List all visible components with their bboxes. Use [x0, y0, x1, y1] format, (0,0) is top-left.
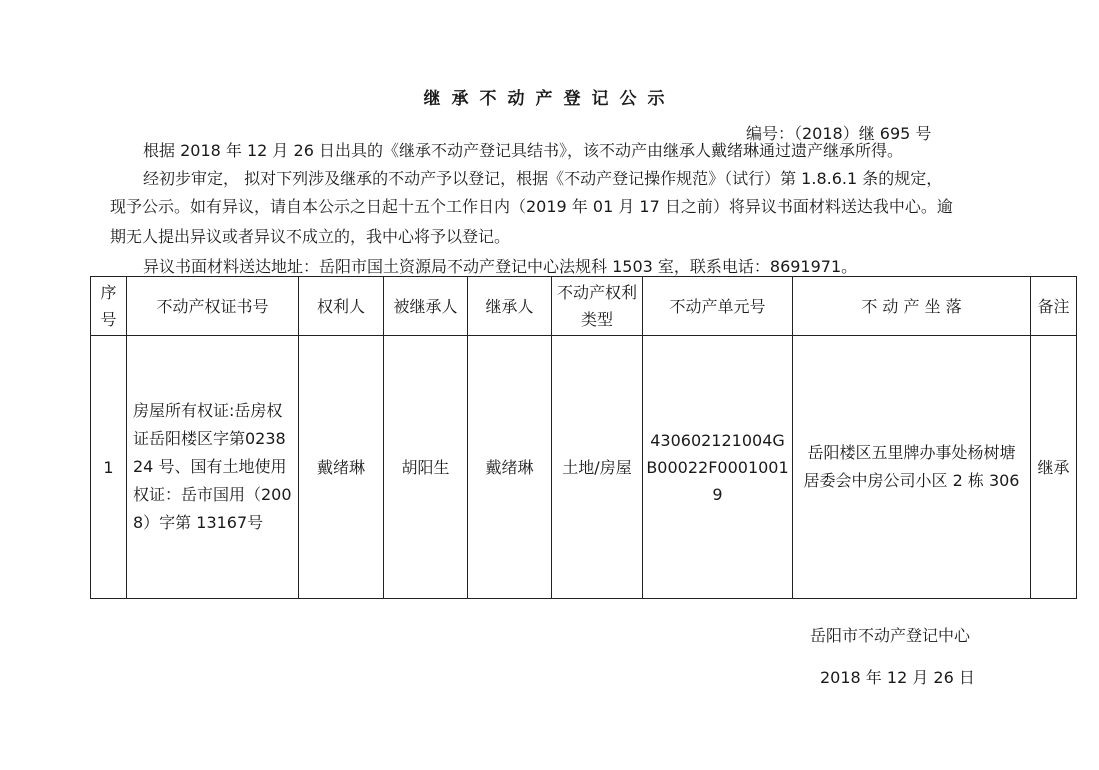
- paragraph-2: 经初步审定， 拟对下列涉及继承的不动产予以登记，根据《不动产登记操作规范》（试行）第 1.8.6.1 条的规定，: [143, 169, 943, 188]
- paragraph-1: 根据 2018 年 12 月 26 日出具的《继承不动产登记具结书》，该不动产由继承人戴绪琳通过遗产继承所得。: [143, 141, 903, 160]
- header-cert: 不动产权证书号: [127, 277, 299, 336]
- notice-title: 继承不动产登记公示: [423, 89, 676, 109]
- cell-right-type: 土地/房屋: [552, 336, 643, 599]
- issuing-org: 岳阳市不动产登记中心: [810, 626, 971, 645]
- cell-unit-no: 430602121004GB00022F00010019: [643, 336, 793, 599]
- cell-owner: 戴绪琳: [299, 336, 384, 599]
- table-row: [91, 336, 1077, 599]
- header-owner: 权利人: [299, 277, 384, 336]
- header-unit-no: 不动产单元号: [643, 277, 793, 336]
- header-seq: 序号: [91, 277, 127, 336]
- cell-remark: 继承: [1031, 336, 1077, 599]
- table-header-row: [91, 277, 1077, 336]
- registration-table: [90, 276, 1077, 599]
- header-remark: 备注: [1031, 277, 1077, 336]
- issue-date: 2018 年 12 月 26 日: [820, 668, 975, 687]
- paragraph-3: 现予公示。如有异议，请自本公示之日起十五个工作日内（2019 年 01 月 17 日之前）将异议书面材料送达我中心。逾: [110, 197, 953, 216]
- cell-cert: 房屋所有权证:岳房权证岳阳楼区字第023824 号、国有土地使用权证：岳市国用（2008）字第 13167号: [127, 336, 299, 599]
- header-heir: 继承人: [468, 277, 552, 336]
- objection-address: 异议书面材料送达地址：岳阳市国土资源局不动产登记中心法规科 1503 室，联系电话：8691971。: [143, 257, 858, 276]
- cell-decedent: 胡阳生: [384, 336, 468, 599]
- cell-location: 岳阳楼区五里牌办事处杨树塘居委会中房公司小区 2 栋 306: [793, 336, 1031, 599]
- cell-heir: 戴绪琳: [468, 336, 552, 599]
- cell-seq: 1: [91, 336, 127, 599]
- header-decedent: 被继承人: [384, 277, 468, 336]
- header-location: 不 动 产 坐 落: [793, 277, 1031, 336]
- header-right-type: 不动产权利类型: [552, 277, 643, 336]
- paragraph-4: 期无人提出异议或者异议不成立的，我中心将予以登记。: [110, 227, 511, 246]
- doc-number: 编号：（2018）继 695 号: [746, 124, 932, 143]
